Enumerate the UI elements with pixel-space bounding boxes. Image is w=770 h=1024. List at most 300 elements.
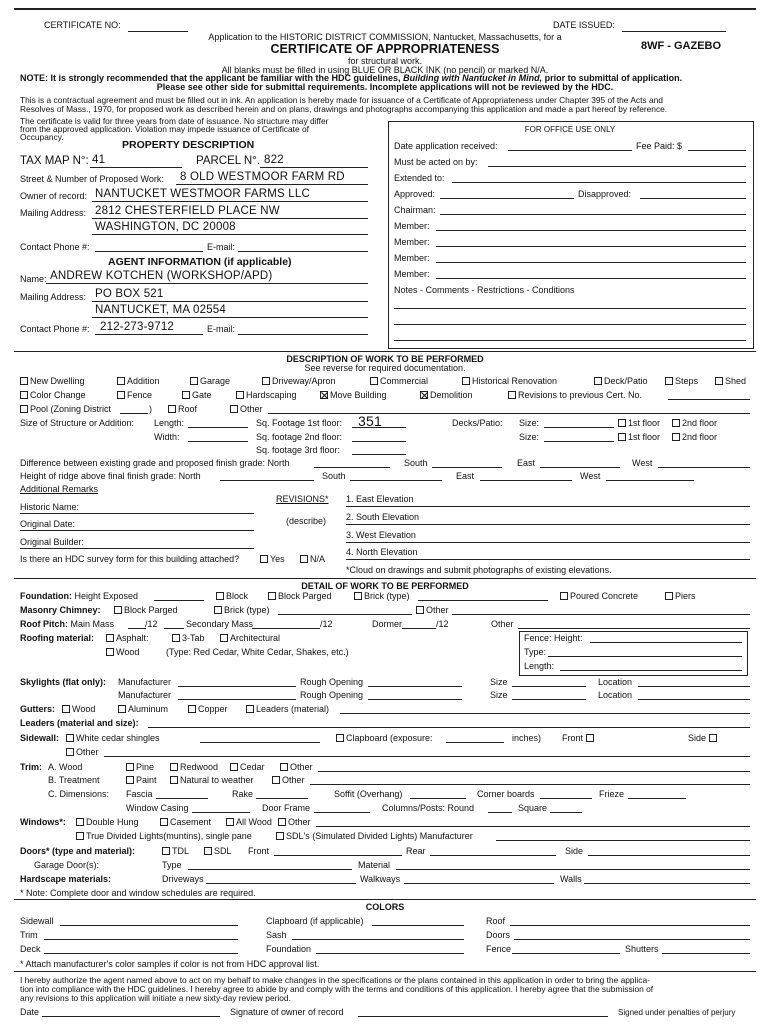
fascia-line (156, 798, 208, 799)
deck-size-line-2 (544, 441, 614, 442)
check-masonry-brick[interactable]: Brick (type) (214, 605, 270, 615)
leaders-label: Leaders (material and size): (20, 718, 139, 728)
check-paint[interactable]: Paint (126, 775, 157, 785)
gutters-label: Gutters: (20, 704, 56, 714)
side-label[interactable]: Side (688, 733, 719, 743)
hardscape-label: Hardscape materials: (20, 874, 112, 884)
clapboard-exposure-line (446, 742, 504, 743)
check-3-tab[interactable]: 3-Tab (172, 633, 205, 643)
checkbox-icon[interactable] (278, 818, 286, 826)
check-fence[interactable]: Fence (117, 390, 152, 400)
ridge-west-label: West (580, 471, 601, 481)
mailing-line-2 (92, 234, 368, 235)
check-true-divided[interactable]: True Divided Lights(muntins), single pane (76, 831, 252, 841)
check-all-wood[interactable]: All Wood (226, 817, 272, 827)
agent-mailing-2-value[interactable]: NANTUCKET, MA 02554 (95, 304, 226, 316)
parcel-value[interactable]: 822 (264, 154, 284, 166)
length-label: Length: (154, 418, 185, 428)
check-trim-other-a[interactable]: Other (280, 762, 313, 772)
door-side-label: Side (565, 846, 584, 856)
checkbox-icon[interactable] (665, 592, 673, 600)
disapproved-line (640, 198, 746, 199)
extended-line (452, 182, 746, 183)
trim-other-b-line (310, 784, 750, 785)
checkbox-icon[interactable] (272, 776, 280, 784)
checkbox-icon[interactable] (560, 592, 568, 600)
grade-label: Difference between existing grade and proposed finish grade: North (20, 458, 290, 468)
checkbox-icon[interactable] (160, 818, 168, 826)
check-commercial[interactable]: Commercial (370, 376, 428, 386)
checkbox-icon[interactable] (280, 763, 288, 771)
original-builder-label: Original Builder: (20, 537, 85, 547)
color-doors-line (514, 939, 750, 940)
ridge-south-line (350, 480, 442, 481)
trim-other-a-line (318, 771, 750, 772)
check-other[interactable]: Other (230, 404, 263, 414)
frieze-line (628, 798, 686, 799)
chairman-line (440, 214, 746, 215)
leaders-line (148, 727, 750, 728)
agent-heading: AGENT INFORMATION (if applicable) (108, 256, 292, 268)
checkbox-icon[interactable] (508, 391, 516, 399)
street-line (176, 184, 368, 185)
check-architectural[interactable]: Architectural (220, 633, 280, 643)
checkbox-icon[interactable] (230, 763, 238, 771)
checkbox-icon[interactable] (268, 592, 276, 600)
checkbox-icon[interactable] (672, 419, 680, 427)
checkbox-icon[interactable] (672, 433, 680, 441)
driveways-label: Driveways (162, 874, 204, 884)
frieze-label: Frieze (599, 789, 625, 799)
checkbox-icon[interactable] (126, 763, 134, 771)
authorization-line-2: tion into compliance with the HDC guidelines. I hereby agree to abide by and comply with the terms and conditions of this application. I hereby agree that the submission of (20, 984, 654, 994)
checkbox-icon[interactable] (594, 377, 602, 385)
checkbox-icon[interactable] (162, 847, 170, 855)
door-rear-label: Rear (406, 846, 426, 856)
columns-label: Columns/Posts: Round (382, 803, 475, 813)
agent-name-value[interactable]: ANDREW KOTCHEN (WORKSHOP/APD) (50, 270, 273, 282)
checkbox-icon[interactable] (300, 555, 308, 563)
historic-name-label: Historic Name: (20, 502, 80, 512)
width-label: Width: (154, 432, 180, 442)
email-label: E-mail: (207, 242, 236, 252)
rake-label: Rake (232, 789, 254, 799)
checkbox-icon[interactable] (106, 648, 114, 656)
checkbox-icon[interactable] (182, 391, 190, 399)
section-rule-1 (14, 351, 756, 352)
revision-item-1: 1. East Elevation (346, 494, 414, 504)
b-treatment-label: B. Treatment (48, 775, 100, 785)
checkbox-icon[interactable] (220, 634, 228, 642)
tax-map-line (90, 167, 182, 168)
form-code: 8WF - GAZEBO (641, 40, 722, 52)
check-roof[interactable]: Roof (168, 404, 197, 414)
revision-line-2 (346, 524, 750, 525)
checkbox-icon[interactable] (126, 776, 134, 784)
tax-map-label: TAX MAP N°: (20, 155, 89, 167)
agent-email-line (238, 334, 368, 335)
walls-label: Walls (560, 874, 582, 884)
color-fence-line (512, 953, 620, 954)
checkbox-icon[interactable] (118, 705, 126, 713)
check-gutter-copper[interactable]: Copper (188, 704, 228, 714)
walkways-label: Walkways (360, 874, 401, 884)
garage-type-line (188, 869, 352, 870)
check-new-dwelling[interactable]: New Dwelling (20, 376, 85, 386)
checkbox-icon[interactable] (462, 377, 470, 385)
check-shed[interactable]: Shed (715, 376, 746, 386)
revision-item-4: 4. North Elevation (346, 547, 418, 557)
checkbox-icon[interactable] (336, 734, 344, 742)
door-front-label: Front (248, 846, 270, 856)
dormer-line (402, 628, 436, 629)
blanks-instruction: All blanks must be filled in using BLUE OR BLACK INK (no pencil) or marked N/A. (221, 65, 549, 75)
contract-line-1: This is a contractual agreement and must be filled out in ink. An application is hereby made for issuance of a Certificate of Appropriateness under Chapter 395 of the Acts and (20, 95, 663, 105)
member-label-2: Member: (394, 237, 430, 247)
skylight-rough-1: Rough Opening (300, 677, 364, 687)
checkbox-icon[interactable] (260, 555, 268, 563)
deck-size-label-2: Size: (519, 432, 540, 442)
disapproved-label: Disapproved: (578, 189, 632, 199)
email-line (238, 251, 368, 252)
revision-item-3: 3. West Elevation (346, 530, 416, 540)
mailing-line-2-value[interactable]: WASHINGTON, DC 20008 (95, 221, 236, 233)
c-dimensions-label: C. Dimensions: (48, 789, 110, 799)
original-date-label: Original Date: (20, 519, 76, 529)
check-demolition[interactable]: Demolition (420, 390, 473, 400)
check-piers[interactable]: Piers (665, 591, 696, 601)
checkbox-icon[interactable] (236, 391, 244, 399)
color-foundation-label: Foundation (266, 944, 312, 954)
ridge-label: Height of ridge above final finish grade: North (20, 471, 201, 481)
inches-label: inches) (512, 733, 542, 743)
checkbox-icon[interactable] (276, 832, 284, 840)
deck-2nd-floor-1[interactable]: 2nd floor (672, 418, 717, 428)
valid-line-3: Occupancy. (20, 132, 64, 142)
deck-2nd-floor-2[interactable]: 2nd floor (672, 432, 717, 442)
check-sdl-simulated[interactable]: SDL's (Simulated Divided Lights) Manufacturer (276, 831, 473, 841)
check-wood-roof[interactable]: Wood (106, 647, 139, 657)
check-poured-concrete[interactable]: Poured Concrete (560, 591, 638, 601)
check-double-hung[interactable]: Double Hung (76, 817, 139, 827)
checkbox-icon[interactable] (618, 419, 626, 427)
height-exposed-line (154, 600, 204, 601)
checkbox-icon[interactable] (416, 606, 424, 614)
skylight-size-line-2 (512, 699, 586, 700)
extended-label: Extended to: (394, 173, 445, 183)
color-fence-label: Fence (486, 944, 512, 954)
sqft1-value[interactable]: 351 (358, 413, 382, 429)
checkbox-icon[interactable] (76, 818, 84, 826)
additional-remarks: Additional Remarks (20, 484, 99, 494)
deck-size-line-1 (544, 427, 614, 428)
checkbox-icon[interactable] (204, 847, 212, 855)
checkbox-icon[interactable] (170, 763, 178, 771)
check-garage[interactable]: Garage (190, 376, 230, 386)
ridge-south-label: South (322, 471, 346, 481)
member-line-3 (436, 262, 746, 263)
owner-label: Owner of record: (20, 191, 88, 201)
color-clapboard-line (372, 925, 464, 926)
check-leaders-material[interactable]: Leaders (material) (246, 704, 329, 714)
color-roof-line (510, 925, 750, 926)
note-submittal: Please see other side for submittal requirements. Incomplete applications will not be reviewed by the HDC. (156, 82, 614, 92)
check-driveway[interactable]: Driveway/Apron (262, 376, 336, 386)
check-masonry-block-parged[interactable]: Block Parged (114, 605, 178, 615)
check-color-change[interactable]: Color Change (20, 390, 86, 400)
check-sdl[interactable]: SDL (204, 846, 232, 856)
sidewall-other-line (104, 756, 750, 757)
roofing-material-label: Roofing material: (20, 633, 95, 643)
check-pine[interactable]: Pine (126, 762, 154, 772)
checkbox-icon[interactable] (117, 377, 125, 385)
fence-length-line (560, 670, 742, 671)
checkbox-icon[interactable] (230, 405, 238, 413)
check-casement[interactable]: Casement (160, 817, 211, 827)
checkbox-icon[interactable] (76, 832, 84, 840)
door-frame-line (314, 812, 370, 813)
checkbox-icon[interactable] (62, 705, 70, 713)
check-asphalt[interactable]: Asphalt: (106, 633, 149, 643)
checkbox-icon[interactable] (586, 734, 594, 742)
member-line-2 (436, 246, 746, 247)
footer-date-line[interactable] (42, 1016, 220, 1017)
ridge-east-label: East (456, 471, 475, 481)
checkbox-icon[interactable] (618, 433, 626, 441)
roof-pitch-row: Roof Pitch: Main Mass (20, 619, 115, 629)
contact-phone-label: Contact Phone #: (20, 242, 90, 252)
footer-signature-line[interactable] (358, 1016, 608, 1017)
check-clapboard[interactable]: Clapboard (exposure: (336, 733, 433, 743)
color-foundation-line (316, 953, 464, 954)
approved-line (440, 198, 574, 199)
grade-north-line (314, 467, 390, 468)
checkbox-icon[interactable] (106, 634, 114, 642)
checkbox-icon[interactable] (246, 705, 254, 713)
check-revisions[interactable]: Revisions to previous Cert. No. (508, 390, 642, 400)
pool-paren: ) (149, 404, 152, 414)
check-addition[interactable]: Addition (117, 376, 160, 386)
window-casing-label: Window Casing (126, 803, 189, 813)
acted-on-label: Must be acted on by: (394, 157, 478, 167)
street-value[interactable]: 8 OLD WESTMOOR FARM RD (180, 171, 345, 183)
note-guidelines: NOTE: It is strongly recommended that the applicant be familiar with the HDC guidelines, Building with Nantucket in Mind, prior to submittal of application. (20, 73, 683, 83)
a-wood-label: A. Wood (48, 762, 83, 772)
checkbox-icon[interactable] (114, 606, 122, 614)
checkbox-icon[interactable] (370, 377, 378, 385)
agent-phone-value[interactable]: 212-273-9712 (100, 321, 175, 333)
check-gutter-wood[interactable]: Wood (62, 704, 95, 714)
checkbox-icon[interactable] (216, 592, 224, 600)
corner-boards-label: Corner boards (477, 789, 535, 799)
checkbox-icon[interactable] (226, 818, 234, 826)
masonry-brick-line (278, 614, 412, 615)
color-deck-label: Deck (20, 944, 41, 954)
checkbox-icon[interactable] (172, 634, 180, 642)
check-block-parged[interactable]: Block Parged (268, 591, 332, 601)
main-mass-trail-line (164, 628, 184, 629)
check-pool[interactable]: Pool (Zoning District (20, 404, 111, 414)
footer-signature-label: Signature of owner of record (230, 1007, 344, 1017)
sqft1-line (352, 427, 406, 428)
fence-height-line (590, 642, 742, 643)
garage-type-label: Type (162, 860, 182, 870)
parcel-label: PARCEL N°. (196, 155, 261, 167)
checkbox-icon[interactable] (20, 405, 28, 413)
acted-on-line (488, 166, 746, 167)
original-date-line (20, 530, 254, 531)
checkbox-icon[interactable] (262, 377, 270, 385)
checkbox-icon[interactable] (20, 391, 28, 399)
footer-perjury: Signed under penalties of perjury (618, 1008, 736, 1017)
secondary-mass-line (252, 628, 320, 629)
skylights-label: Skylights (flat only): (20, 677, 107, 687)
survey-question: Is there an HDC survey form for this building attached? (20, 554, 240, 564)
checkbox-checked-icon[interactable] (420, 391, 428, 399)
checkbox-icon[interactable] (354, 592, 362, 600)
brick-type-line (418, 600, 548, 601)
historic-name-line (20, 513, 254, 514)
skylight-location-line-1 (638, 686, 750, 687)
skylight-manufacturer-line-2 (178, 699, 296, 700)
check-gutter-aluminum[interactable]: Aluminum (118, 704, 168, 714)
door-side-line (588, 855, 750, 856)
check-historical-renovation[interactable]: Historical Renovation (462, 376, 557, 386)
owner-value[interactable]: NANTUCKET WESTMOOR FARMS LLC (95, 188, 310, 200)
size-label: Size of Structure or Addition: (20, 418, 135, 428)
section-rule-4 (14, 971, 756, 972)
square-label: Square (518, 803, 548, 813)
check-sidewall-other[interactable]: Other (66, 747, 99, 757)
check-natural[interactable]: Natural to weather (170, 775, 254, 785)
contract-line-2: Resolves of Mass., 1970, for proposed work as described herein and on plans, drawings and photographs accompanying this application and made a part hereof by reference. (20, 104, 668, 114)
sqft2-line (352, 441, 406, 442)
mailing-line-1-value[interactable]: 2812 CHESTERFIELD PLACE NW (95, 205, 280, 217)
checkbox-icon[interactable] (188, 705, 196, 713)
check-trim-other-b[interactable]: Other (272, 775, 305, 785)
check-cedar[interactable]: Cedar (230, 762, 265, 772)
mailing-line-1 (92, 218, 368, 219)
survey-yes[interactable]: Yes (260, 554, 285, 564)
describe-label: (describe) (286, 516, 327, 526)
window-casing-line (192, 812, 250, 813)
agent-mailing-line-2 (92, 317, 368, 318)
colors-heading: COLORS (365, 902, 405, 912)
check-white-cedar[interactable]: White cedar shingles (66, 733, 160, 743)
fee-paid-line (688, 150, 746, 151)
check-redwood[interactable]: Redwood (170, 762, 218, 772)
top-rule (14, 8, 756, 10)
property-heading: PROPERTY DESCRIPTION (122, 139, 255, 151)
checkbox-icon[interactable] (20, 377, 28, 385)
sqft3-line (352, 454, 406, 455)
garage-doors-label: Garage Door(s): (34, 860, 100, 870)
check-hardscaping[interactable]: Hardscaping (236, 390, 297, 400)
driveways-line (206, 883, 356, 884)
color-shutters-label: Shutters (625, 944, 659, 954)
tax-map-value[interactable]: 41 (92, 154, 106, 166)
grade-east-line (540, 467, 620, 468)
check-move-building[interactable]: Move Building (320, 390, 387, 400)
agent-name-line (46, 283, 368, 284)
color-sidewall-line (60, 925, 238, 926)
chairman-label: Chairman: (394, 205, 436, 215)
date-issued-label: DATE ISSUED: (553, 20, 615, 30)
checkbox-icon[interactable] (665, 377, 673, 385)
check-brick[interactable]: Brick (type) (354, 591, 410, 601)
grade-west-label: West (632, 458, 653, 468)
check-steps[interactable]: Steps (665, 376, 698, 386)
door-rear-line (430, 855, 556, 856)
color-doors-label: Doors (486, 930, 511, 940)
wood-type-note: (Type: Red Cedar, White Cedar, Shakes, etc.) (166, 647, 349, 657)
fee-paid-label: Fee Paid: $ (636, 141, 683, 151)
detail-heading: DETAIL OF WORK TO BE PERFORMED (301, 581, 469, 591)
sidewall-label: Sidewall: (20, 733, 60, 743)
skylight-rough-2: Rough Opening (300, 690, 364, 700)
sqft1-label: Sq. Footage 1st floor: (256, 418, 343, 428)
dormer-twelve: /12 (436, 619, 449, 629)
checkbox-icon[interactable] (66, 734, 74, 742)
checkbox-icon[interactable] (66, 748, 74, 756)
checkbox-checked-icon[interactable] (320, 391, 328, 399)
agent-mailing-1-value[interactable]: PO BOX 521 (95, 288, 164, 300)
sqft2-label: Sq. footage 2nd floor: (256, 432, 343, 442)
main-mass-twelve: /12 (145, 619, 158, 629)
soffit-label: Soffit (Overhang) (334, 789, 403, 799)
roof-other-label: Other (491, 619, 514, 629)
deck-size-label-1: Size: (519, 418, 540, 428)
check-tdl[interactable]: TDL (162, 846, 189, 856)
skylight-size-line-1 (512, 686, 586, 687)
skylight-manufacturer-2: Manufacturer (118, 690, 172, 700)
fence-height-label: Fence: Height: (524, 633, 583, 643)
skylight-rough-line-1 (368, 686, 462, 687)
deck-1st-floor-1[interactable]: 1st floor (618, 418, 660, 428)
check-deck-patio[interactable]: Deck/Patio (594, 376, 648, 386)
ridge-north-line (220, 480, 314, 481)
checkbox-icon[interactable] (715, 377, 723, 385)
agent-mailing-line-1 (92, 301, 368, 302)
certificate-no-label: CERTIFICATE NO: (44, 20, 121, 30)
dormer-label: Dormer (372, 619, 403, 629)
check-block[interactable]: Block (216, 591, 248, 601)
checkbox-icon[interactable] (117, 391, 125, 399)
check-masonry-other[interactable]: Other (416, 605, 449, 615)
doors-label: Doors* (type and material): (20, 846, 136, 856)
agent-name-label: Name: (20, 274, 47, 284)
agent-phone-label: Contact Phone #: (20, 324, 90, 334)
description-heading: DESCRIPTION OF WORK TO BE PERFORMED (286, 354, 484, 364)
authorization-line-1: I hereby authorize the agent named above to act on my behalf to make changes in the specifications or the plans contained in this application in order to bring the applica- (20, 975, 650, 985)
contact-phone-line (95, 251, 203, 252)
survey-na[interactable]: N/A (300, 554, 325, 564)
notes-line-3 (394, 340, 746, 341)
check-gate[interactable]: Gate (182, 390, 212, 400)
front-label[interactable]: Front (562, 733, 596, 743)
deck-1st-floor-2[interactable]: 1st floor (618, 432, 660, 442)
checkbox-icon[interactable] (168, 405, 176, 413)
checkbox-icon[interactable] (214, 606, 222, 614)
checkbox-icon[interactable] (170, 776, 178, 784)
color-attach-note: * Attach manufacturer's color samples if color is not from HDC approval list. (20, 959, 320, 969)
fence-type-label: Type: (524, 647, 547, 657)
grade-south-line (432, 467, 502, 468)
checkbox-icon[interactable] (709, 734, 717, 742)
checkbox-icon[interactable] (190, 377, 198, 385)
color-sash-label: Sash (266, 930, 287, 940)
check-windows-other[interactable]: Other (278, 817, 311, 827)
